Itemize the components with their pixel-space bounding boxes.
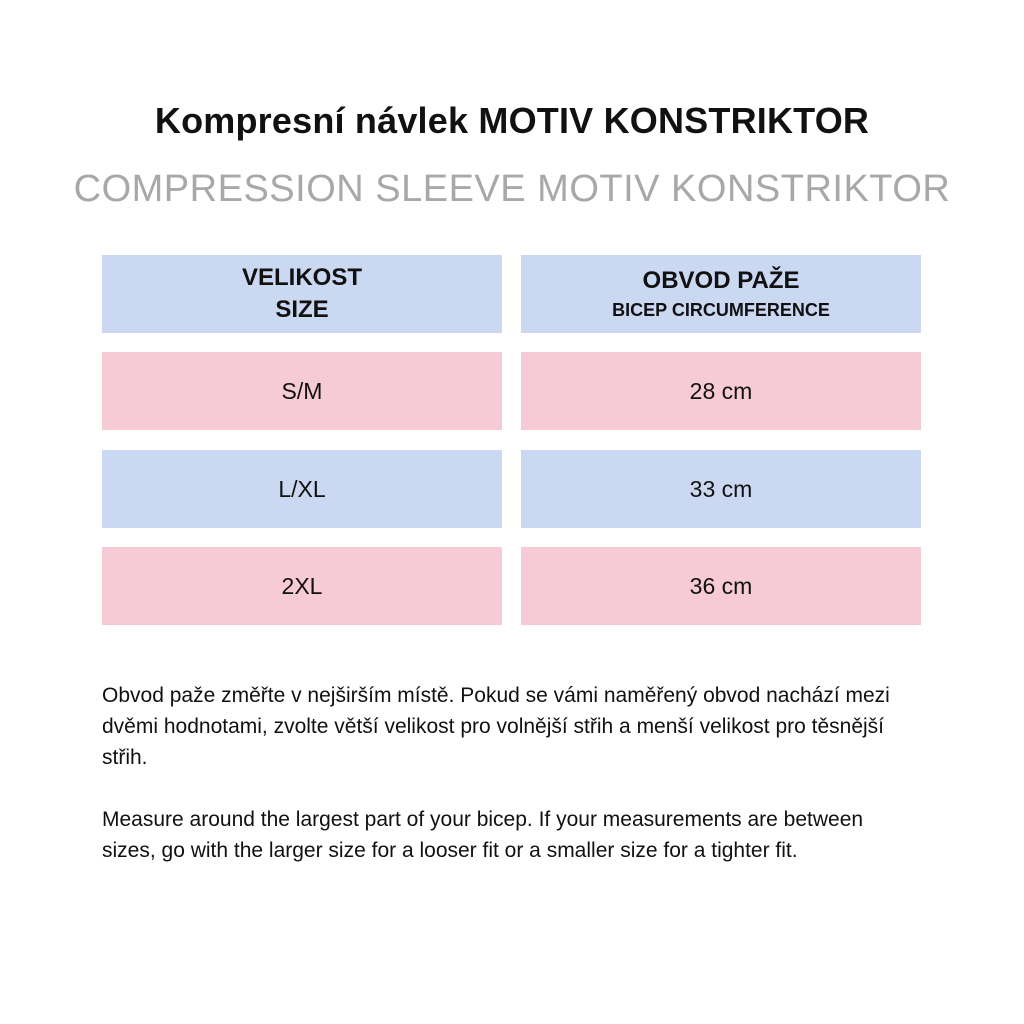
size-value: 2XL [281, 572, 323, 599]
table-row-circumference-cell [521, 547, 921, 625]
table-row-size-cell [102, 547, 502, 625]
measurement-note-en: Measure around the largest part of your bicep. If your measurements are between sizes, go with the larger size for a looser fit or a smaller size for a tighter fit. [102, 808, 864, 862]
table-row-circumference-cell [521, 352, 921, 430]
circumference-value: 36 cm [689, 572, 753, 599]
size-value: L/XL [278, 475, 326, 502]
table-row-size-cell [102, 450, 502, 528]
circumference-value: 33 cm [689, 475, 753, 502]
table-row-circumference-cell [521, 450, 921, 528]
title-cz-part1: Kompresní návlek [154, 100, 479, 141]
circumference-value: 28 cm [689, 377, 753, 404]
header-circumference-cz: OBVOD PAŽE [642, 267, 800, 294]
header-circumference-cell [521, 255, 921, 333]
header-size-cz: VELIKOST [241, 264, 362, 291]
header-size-cell [102, 255, 502, 333]
header-circumference-en: BICEP CIRCUMFERENCE [612, 300, 830, 320]
table-row-size-cell [102, 352, 502, 430]
page-title [0, 100, 1024, 142]
size-value: S/M [281, 377, 323, 404]
page-subtitle: COMPRESSION SLEEVE MOTIV KONSTRIKTOR [73, 168, 951, 210]
title-cz-part2: MOTIV KONSTRIKTOR [478, 100, 870, 141]
header-size-en: SIZE [275, 296, 329, 323]
measurement-note-cz: Obvod paže změřte v nejširším místě. Pokud se vámi naměřený obvod nachází mezi dvěmi hodnotami, zvolte větší velikost pro volnější střih a menší velikost pro těsnější střih. [102, 684, 890, 769]
